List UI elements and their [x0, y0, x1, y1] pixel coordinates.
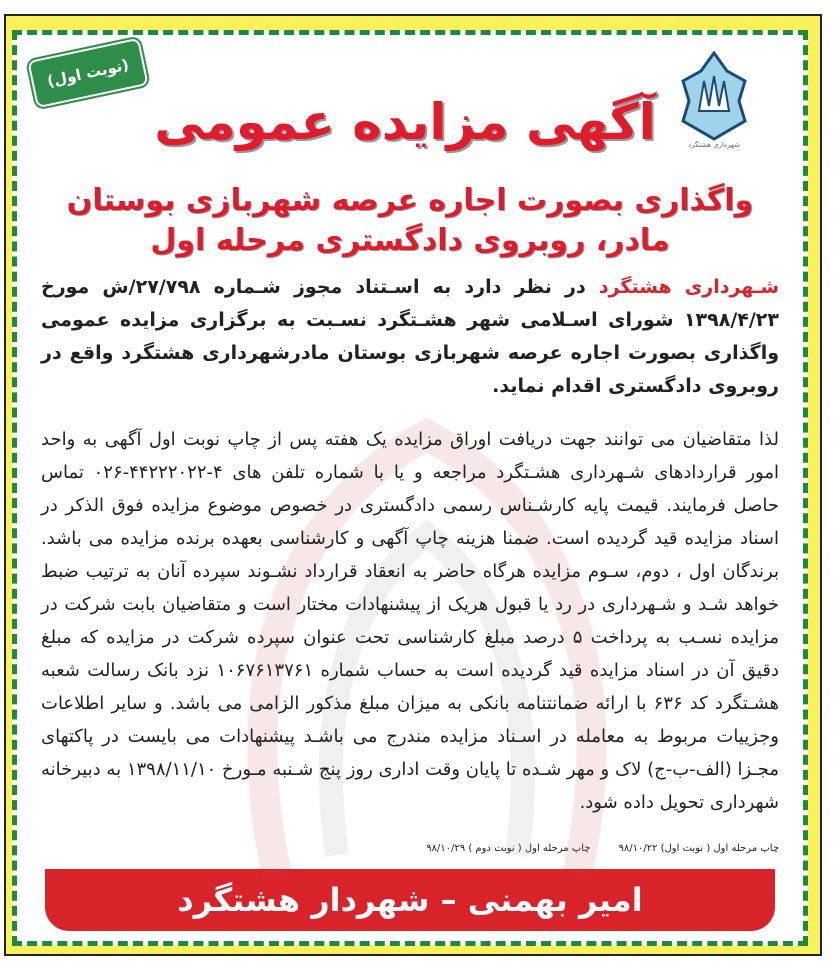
ad-content-area	[12, 30, 808, 946]
first-publication-badge: (نوبت اول)	[27, 38, 148, 109]
intro-paragraph	[31, 271, 789, 403]
body-line: لذا متقاضیان می توانند جهت دریافت اوراق مزایده یک هفته پس از چاپ نوبت اول آگهی به واحد	[41, 429, 779, 450]
signature-bar: امیر بهمنی – شهردار هشتگرد	[45, 869, 775, 931]
print-note-first: چاپ مرحله اول ( نوبت اول) ۹۸/۱۰/۲۲	[618, 843, 779, 854]
body-line: اسناد مزایده قید گردیده است. ضمنا هزینه چاپ آگهی و کارشناسی بعهده برنده مزایده می باشد.	[41, 528, 779, 549]
body-line: در مزایده نسـب به پرداخت ۵ درصد مبلغ کارشناسی تحت عنوان سپرده شرکت در مزایده که مبلغ	[41, 594, 779, 648]
body-line: وجزییات مربوط به معامله در اسـناد مزایده مندرج می باشـد پیشنهادات می بایست در پاکتهای	[41, 726, 779, 747]
ad-subtitle: واگذاری بصورت اجاره عرصه شهربازی بوستان مادر، روبروی دادگستری مرحله اول	[66, 183, 754, 258]
ad-header	[31, 41, 789, 181]
intro-line: اسـلامی شهر هشـتگرد نسـبت به برگزاری مزایده عمومی واگذاری بصورت اجاره عرصه شهربازی	[41, 309, 780, 364]
print-note-second: چاپ مرحله اول ( نوبت دوم ) ۹۸/۱۰/۲۹	[426, 843, 591, 854]
intro-line: در نظر دارد به اسـتناد مجوز شـماره ۲۷/۷۹۸/ش مورخ ۱۳۹۸/۴/۲۳ شورای	[41, 276, 779, 331]
body-line: امور قراردادهای شـهرداری هشـتگرد مراجعه و یا با شماره تلفن های ۴-۴۴۲۲۲۰۲۲-۰۲۶ تماس	[41, 462, 779, 483]
municipality-logo	[679, 51, 749, 149]
body-line: دبیرخانه شهرداری تحویل داده شود.	[41, 759, 779, 813]
body-line: برندگان اول ، دوم، سـوم مزایده هرگاه حاضر به انعقاد قرارداد نشـوند سپرده آنان به ترتیب ضبط	[41, 561, 779, 582]
body-line: هشـتگرد کد ۶۳۶ با ارائه ضمانتنامه بانکی به میزان مبلغ مذکور الزامی می باشد. و سایر اطلاعات	[41, 693, 779, 714]
logo-caption: شهرداری هشتگرد	[688, 141, 740, 149]
body-line: خواهد شـد و شـهرداری در رد یا قبول هریک از پیشنهادات مختار است و متقاضیان بابت شرکت	[64, 594, 779, 615]
body-line: مجـزا (الف-ب-ج) لاک و مهر شـده تا پایان وقت اداری روز پنج شـنبه مـورخ ۱۳۹۸/۱۱/۱۰ به	[106, 759, 779, 780]
ad-frame	[4, 14, 822, 956]
municipality-logo-icon	[679, 51, 749, 141]
municipality-name: شـهرداری هشتگرد	[598, 276, 780, 298]
body-paragraph	[31, 423, 789, 819]
body-line: حاصل فرمایند. قیمت پایه کارشـناس رسمی دادگستری در خصوص موضوع مزایده فوق الذکر در	[41, 495, 779, 516]
intro-line: بوستان مادرشهرداری هشتگرد واقع در روبروی دادگستری اقدام نماید.	[41, 342, 779, 397]
body-line: دقیق آن در اسناد مزایده قید گردیده است به حساب شماره ۱۰۶۷۶۱۳۷۶۱ نزد بانک رسالت شعبه	[41, 660, 779, 681]
ad-title: آگهی مزایده عمومی	[154, 93, 656, 151]
print-dates	[31, 841, 789, 857]
